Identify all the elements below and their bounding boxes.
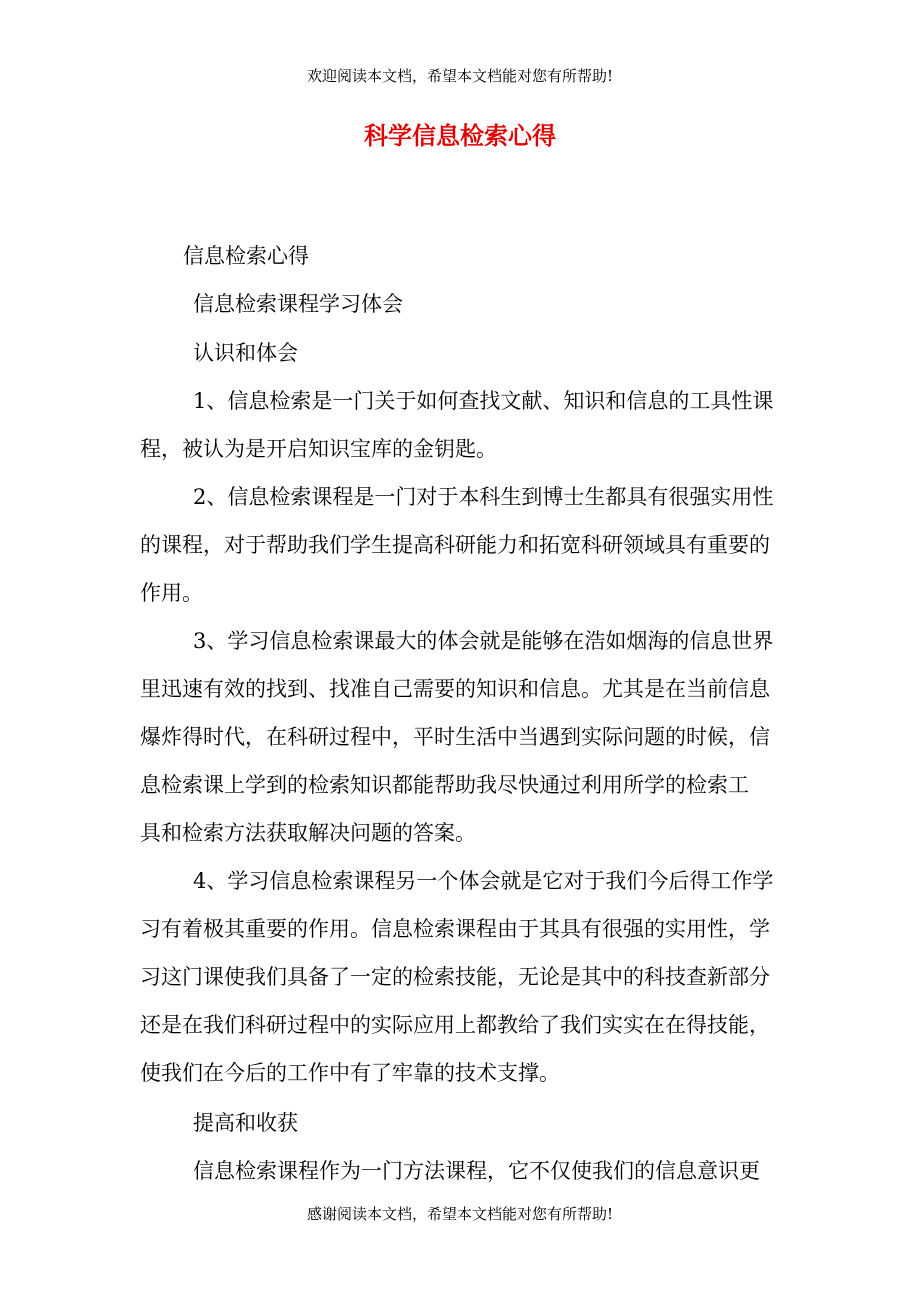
paragraph-line: 信息检索课程作为一门方法课程，它不仅使我们的信息意识更 bbox=[193, 1159, 760, 1183]
footer-note: 感谢阅读本文档，希望本文档能对您有所帮助! bbox=[306, 1205, 614, 1223]
paragraph-line: 作用。 bbox=[140, 581, 203, 605]
paragraph-line: 程，被认为是开启知识宝库的金钥匙。 bbox=[140, 437, 497, 461]
header-note: 欢迎阅读本文档，希望本文档能对您有所帮助! bbox=[306, 67, 614, 85]
paragraph-line: 习这门课使我们具备了一定的检索技能，无论是其中的科技查新部分 bbox=[140, 965, 770, 989]
paragraph-line: 4、学习信息检索课程另一个体会就是它对于我们今后得工作学 bbox=[193, 869, 774, 893]
section-heading: 提高和收获 bbox=[193, 1111, 298, 1135]
paragraph-line: 里迅速有效的找到、找准自己需要的知识和信息。尤其是在当前信息 bbox=[140, 677, 770, 701]
paragraph-line: 习有着极其重要的作用。信息检索课程由于其具有很强的实用性，学 bbox=[140, 917, 770, 941]
paragraph-line: 1、信息检索是一门关于如何查找文献、知识和信息的工具性课 bbox=[193, 389, 774, 413]
paragraph-line: 爆炸得时代，在科研过程中，平时生活中当遇到实际问题的时候，信 bbox=[140, 725, 770, 749]
paragraph-line: 具和检索方法获取解决问题的答案。 bbox=[140, 821, 476, 845]
section-heading: 信息检索心得 bbox=[183, 244, 309, 268]
section-heading: 认识和体会 bbox=[193, 341, 298, 365]
paragraph-line: 息检索课上学到的检索知识都能帮助我尽快通过利用所学的检索工 bbox=[140, 773, 749, 797]
paragraph-line: 的课程，对于帮助我们学生提高科研能力和拓宽科研领域具有重要的 bbox=[140, 533, 770, 557]
subheading: 信息检索课程学习体会 bbox=[193, 292, 403, 316]
paragraph-line: 使我们在今后的工作中有了牢靠的技术支撑。 bbox=[140, 1061, 560, 1085]
paragraph-line: 3、学习信息检索课最大的体会就是能够在浩如烟海的信息世界 bbox=[193, 629, 774, 653]
paragraph-line: 2、信息检索课程是一门对于本科生到博士生都具有很强实用性 bbox=[193, 485, 774, 509]
paragraph-line: 还是在我们科研过程中的实际应用上都教给了我们实实在在得技能， bbox=[140, 1013, 770, 1037]
document-title: 科学信息检索心得 bbox=[364, 121, 556, 150]
